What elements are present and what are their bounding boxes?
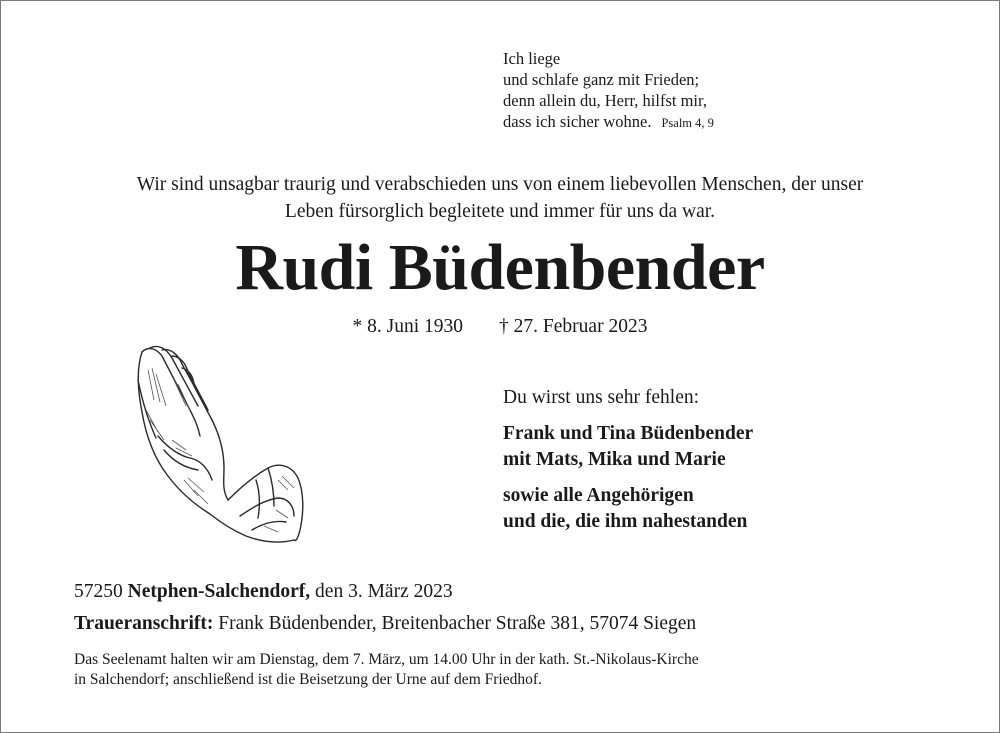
family-line: Frank und Tina Büdenbender xyxy=(503,423,754,444)
family-line: mit Mats, Mika und Marie xyxy=(503,449,726,470)
psalm-quote xyxy=(503,48,714,134)
relatives-line: und die, die ihm nahestanden xyxy=(503,511,748,532)
life-dates xyxy=(0,315,1000,339)
mourners-intro: Du wirst uns sehr fehlen: xyxy=(503,387,700,408)
psalm-reference: Psalm 4, 9 xyxy=(661,116,714,130)
address-label: Traueranschrift: xyxy=(74,613,214,634)
notice-line: in Salchendorf; anschließend ist die Beisetzung der Urne auf dem Friedhof. xyxy=(74,671,542,688)
mourning-address-line xyxy=(74,612,696,636)
intro-text xyxy=(40,171,960,225)
address-value: Frank Büdenbender, Breitenbacher Straße 381, 57074 Siegen xyxy=(218,613,697,634)
psalm-line: Ich liege xyxy=(503,49,561,68)
postal-code: 57250 xyxy=(74,581,123,602)
praying-hands-icon xyxy=(128,340,310,550)
psalm-line: und schlafe ganz mit Frieden; xyxy=(503,70,700,89)
psalm-line: denn allein du, Herr, hilfst mir, xyxy=(503,91,707,110)
intro-line: Leben fürsorglich begleitete und immer für uns da war. xyxy=(284,201,716,222)
birth-date: * 8. Juni 1930 xyxy=(352,316,464,337)
psalm-line-text: dass ich sicher wohne. xyxy=(503,112,652,131)
deceased-name: Rudi Büdenbender xyxy=(235,231,765,304)
psalm-line xyxy=(503,111,714,134)
relatives-line: sowie alle Angehörigen xyxy=(503,485,694,506)
death-date: † 27. Februar 2023 xyxy=(499,316,648,337)
announcement-date: den 3. März 2023 xyxy=(315,581,453,602)
funeral-notice xyxy=(74,650,699,690)
place-date-line xyxy=(74,580,453,604)
notice-line: Das Seelenamt halten wir am Dienstag, dem 7. März, um 14.00 Uhr in der kath. St.-Nikolaus-Kirche xyxy=(74,651,699,668)
town-name: Netphen-Salchendorf, xyxy=(127,581,311,602)
mourners-block xyxy=(503,385,753,535)
intro-line: Wir sind unsagbar traurig und verabschieden uns von einem liebevollen Menschen, der unser xyxy=(136,174,864,195)
